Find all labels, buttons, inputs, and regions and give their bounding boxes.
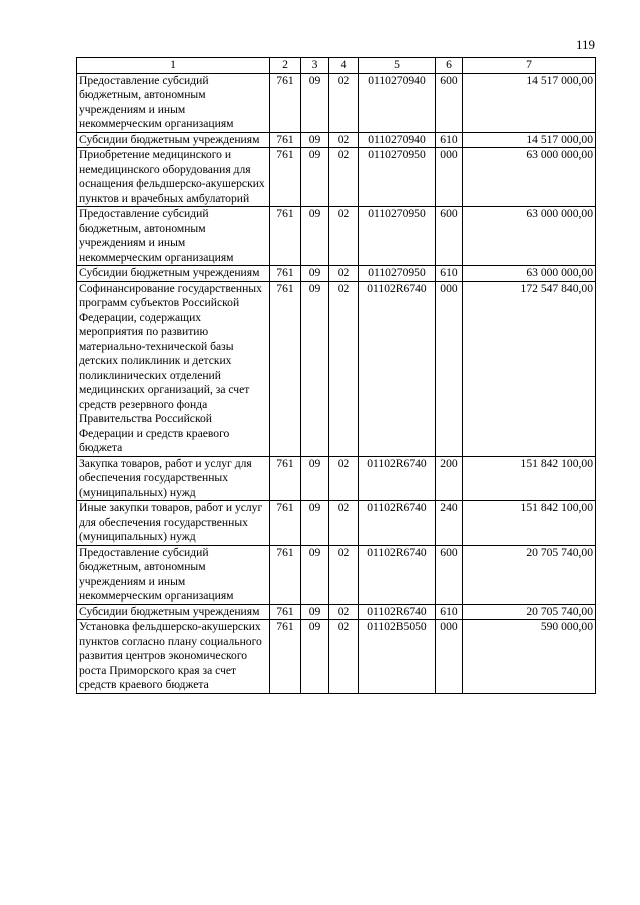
subsection-code-cell: 02: [329, 545, 359, 604]
table-row: [77, 281, 596, 456]
row-name-cell: Субсидии бюджетным учреждениям: [77, 604, 270, 620]
row-name-cell: Софинансирование государственных программ субъектов Российской Федерации, содержащих мероприятия по развитию материально-технической базы детских поликлиник и детских поликлинических отделений медицинских организаций, за счет средств резервного фонда Правительства Российской Федерации и средств краевого бюджета: [77, 281, 270, 456]
column-header: 6: [436, 58, 463, 74]
target-article-cell: 0110270950: [359, 207, 436, 266]
table-row: [77, 604, 596, 620]
ministry-code-cell: 761: [270, 501, 301, 546]
expense-type-cell: 000: [436, 620, 463, 694]
table-row: [77, 620, 596, 694]
expense-type-cell: 600: [436, 545, 463, 604]
subsection-code-cell: 02: [329, 604, 359, 620]
target-article-cell: 01102R6740: [359, 501, 436, 546]
expense-type-cell: 610: [436, 266, 463, 282]
row-name-cell: Предоставление субсидий бюджетным, автономным учреждениям и иным некоммерческим организациям: [77, 545, 270, 604]
amount-cell: 63 000 000,00: [463, 266, 596, 282]
subsection-code-cell: 02: [329, 207, 359, 266]
subsection-code-cell: 02: [329, 73, 359, 132]
ministry-code-cell: 761: [270, 456, 301, 501]
section-code-cell: 09: [301, 207, 329, 266]
row-name-cell: Установка фельдшерско-акушерских пунктов согласно плану социального развития центров экономического роста Приморского края за счет средств краевого бюджета: [77, 620, 270, 694]
subsection-code-cell: 02: [329, 132, 359, 148]
row-name-cell: Субсидии бюджетным учреждениям: [77, 132, 270, 148]
amount-cell: 20 705 740,00: [463, 604, 596, 620]
target-article-cell: 01102R6740: [359, 545, 436, 604]
section-code-cell: 09: [301, 132, 329, 148]
table-row: [77, 266, 596, 282]
column-header: 5: [359, 58, 436, 74]
subsection-code-cell: 02: [329, 148, 359, 207]
amount-cell: 63 000 000,00: [463, 148, 596, 207]
expense-type-cell: 200: [436, 456, 463, 501]
row-name-cell: Закупка товаров, работ и услуг для обеспечения государственных (муниципальных) нужд: [77, 456, 270, 501]
ministry-code-cell: 761: [270, 604, 301, 620]
column-header: 7: [463, 58, 596, 74]
subsection-code-cell: 02: [329, 620, 359, 694]
section-code-cell: 09: [301, 456, 329, 501]
target-article-cell: 01102B5050: [359, 620, 436, 694]
subsection-code-cell: 02: [329, 501, 359, 546]
table-row: [77, 73, 596, 132]
ministry-code-cell: 761: [270, 73, 301, 132]
table-row: [77, 207, 596, 266]
section-code-cell: 09: [301, 281, 329, 456]
expense-type-cell: 610: [436, 132, 463, 148]
expense-type-cell: 000: [436, 281, 463, 456]
amount-cell: 14 517 000,00: [463, 73, 596, 132]
amount-cell: 590 000,00: [463, 620, 596, 694]
section-code-cell: 09: [301, 604, 329, 620]
expense-type-cell: 240: [436, 501, 463, 546]
table-row: [77, 148, 596, 207]
ministry-code-cell: 761: [270, 545, 301, 604]
target-article-cell: 01102R6740: [359, 604, 436, 620]
amount-cell: 151 842 100,00: [463, 456, 596, 501]
table-row: [77, 545, 596, 604]
section-code-cell: 09: [301, 266, 329, 282]
ministry-code-cell: 761: [270, 266, 301, 282]
target-article-cell: 0110270940: [359, 132, 436, 148]
ministry-code-cell: 761: [270, 281, 301, 456]
amount-cell: 14 517 000,00: [463, 132, 596, 148]
section-code-cell: 09: [301, 148, 329, 207]
target-article-cell: 01102R6740: [359, 456, 436, 501]
subsection-code-cell: 02: [329, 266, 359, 282]
target-article-cell: 0110270940: [359, 73, 436, 132]
expense-type-cell: 600: [436, 73, 463, 132]
ministry-code-cell: 761: [270, 620, 301, 694]
row-name-cell: Приобретение медицинского и немедицинского оборудования для оснащения фельдшерско-акушерских пунктов и врачебных амбулаторий: [77, 148, 270, 207]
column-header: 1: [77, 58, 270, 74]
target-article-cell: 01102R6740: [359, 281, 436, 456]
amount-cell: 172 547 840,00: [463, 281, 596, 456]
section-code-cell: 09: [301, 73, 329, 132]
table-row: [77, 501, 596, 546]
column-header: 3: [301, 58, 329, 74]
section-code-cell: 09: [301, 620, 329, 694]
page-number: 119: [575, 37, 595, 52]
table-row: [77, 132, 596, 148]
budget-table: [76, 57, 596, 694]
row-name-cell: Предоставление субсидий бюджетным, автономным учреждениям и иным некоммерческим организациям: [77, 207, 270, 266]
expense-type-cell: 000: [436, 148, 463, 207]
expense-type-cell: 610: [436, 604, 463, 620]
target-article-cell: 0110270950: [359, 266, 436, 282]
target-article-cell: 0110270950: [359, 148, 436, 207]
section-code-cell: 09: [301, 545, 329, 604]
row-name-cell: Субсидии бюджетным учреждениям: [77, 266, 270, 282]
row-name-cell: Иные закупки товаров, работ и услуг для обеспечения государственных (муниципальных) нужд: [77, 501, 270, 546]
expense-type-cell: 600: [436, 207, 463, 266]
amount-cell: 63 000 000,00: [463, 207, 596, 266]
subsection-code-cell: 02: [329, 281, 359, 456]
row-name-cell: Предоставление субсидий бюджетным, автономным учреждениям и иным некоммерческим организациям: [77, 73, 270, 132]
section-code-cell: 09: [301, 501, 329, 546]
amount-cell: 151 842 100,00: [463, 501, 596, 546]
ministry-code-cell: 761: [270, 207, 301, 266]
subsection-code-cell: 02: [329, 456, 359, 501]
ministry-code-cell: 761: [270, 148, 301, 207]
table-row: [77, 456, 596, 501]
amount-cell: 20 705 740,00: [463, 545, 596, 604]
ministry-code-cell: 761: [270, 132, 301, 148]
table-header-row: [77, 58, 596, 74]
column-header: 4: [329, 58, 359, 74]
table-body: [77, 73, 596, 693]
column-header: 2: [270, 58, 301, 74]
